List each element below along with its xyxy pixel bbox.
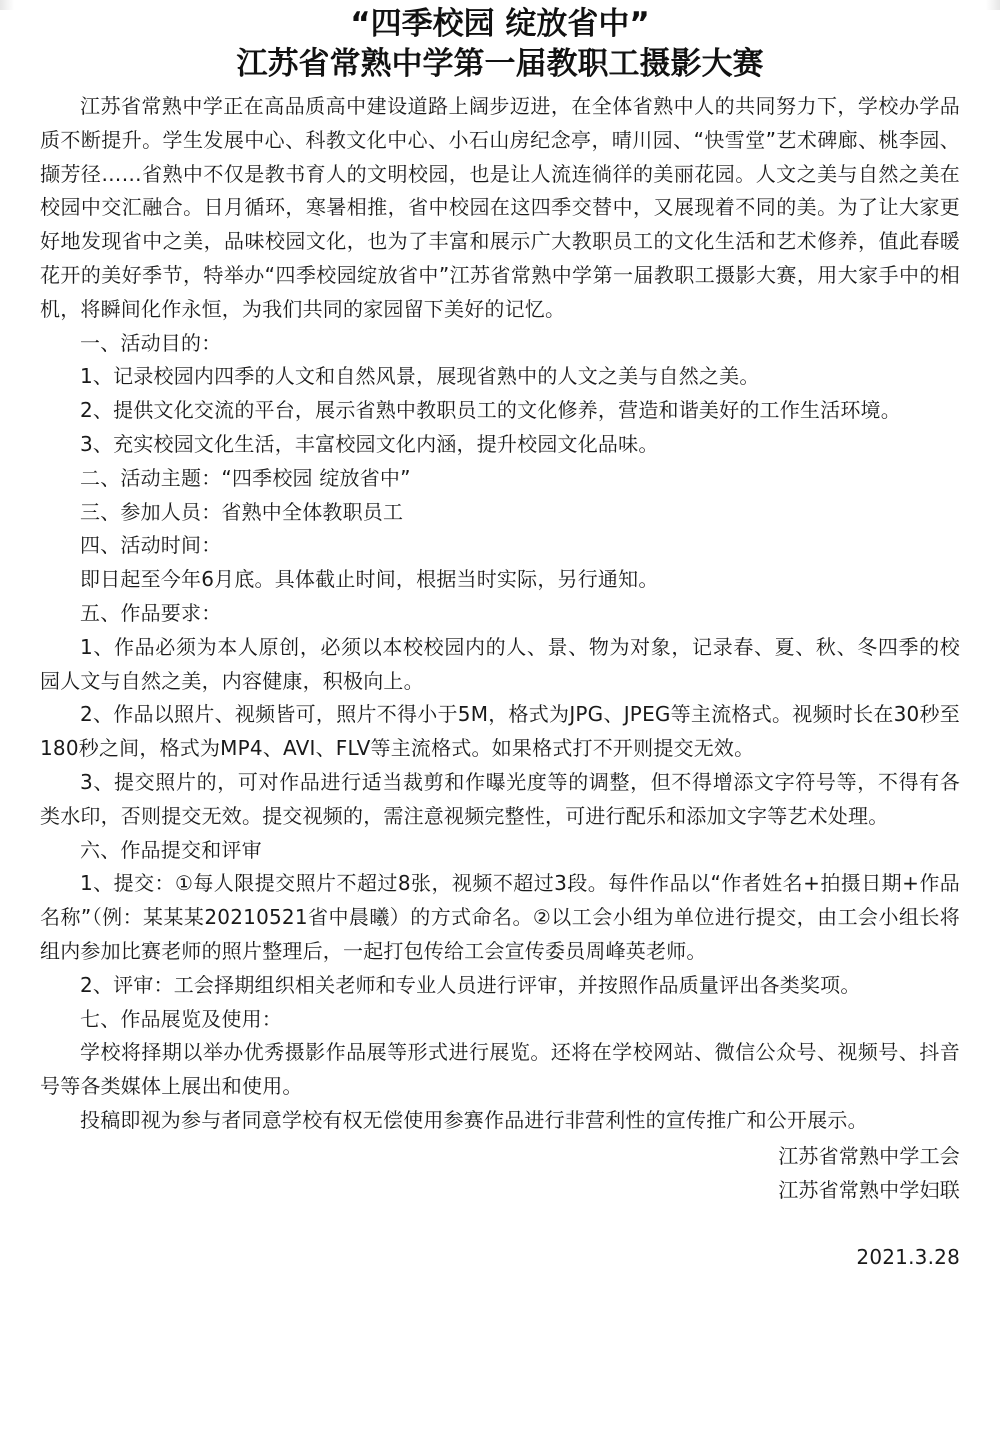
section-2-theme: 二、活动主题：“四季校园 绽放省中” <box>80 465 411 490</box>
section-6-item: 2、评审：工会择期组织相关老师和专业人员进行评审，并按照作品质量评出各类奖项。 <box>80 972 861 997</box>
signature-womens-federation: 江苏省常熟中学妇联 <box>778 1177 960 1202</box>
section-7-item: 投稿即视为参与者同意学校有权无偿使用参赛作品进行非营利性的宣传推广和公开展示。 <box>80 1107 868 1132</box>
title-line-2: 江苏省常熟中学第一届教职工摄影大赛 <box>236 46 764 82</box>
section-1-heading: 一、活动目的： <box>80 330 222 355</box>
section-6-item: 1、提交：①每人限提交照片不超过8张，视频不超过3段。每件作品以“作者姓名+拍摄日期+作品名称”（例：某某某20210521省中晨曦）的方式命名。②以工会小组为单位进行提交，由工会小组长将组内参加比赛老师的照片整理后，一起打包传给工会宣传委员周峰英老师。 <box>40 871 960 963</box>
section-5-item: 2、作品以照片、视频皆可，照片不得小于5M，格式为JPG、JPEG等主流格式。视频时长在30秒至180秒之间，格式为MP4、AVI、FLV等主流格式。如果格式打不开则提交无效。 <box>40 702 960 761</box>
section-5-heading: 五、作品要求： <box>80 600 222 625</box>
section-1-item: 1、记录校园内四季的人文和自然风景，展现省熟中的人文之美与自然之美。 <box>80 364 760 389</box>
intro-paragraph: 江苏省常熟中学正在高品质高中建设道路上阔步迈进，在全体省熟中人的共同努力下，学校办学品质不断提升。学生发展中心、科教文化中心、小石山房纪念亭，晴川园、“快雪堂”艺术碑廊、桃李园、撷芳径……省熟中不仅是教书育人的文明校园，也是让人流连徜徉的美丽花园。人文之美与自然之美在校园中交汇融合。日月循环，寒暑相推，省中校园在这四季交替中，又展现着不同的美。为了让大家更好地发现省中之美，品味校园文化，也为了丰富和展示广大教职员工的文化生活和艺术修养，值此春暖花开的美好季节，特举办“四季校园绽放省中”江苏省常熟中学第一届教职工摄影大赛，用大家手中的相机，将瞬间化作永恒，为我们共同的家园留下美好的记忆。 <box>40 94 960 321</box>
section-7-heading: 七、作品展览及使用： <box>80 1006 282 1031</box>
section-4-heading: 四、活动时间： <box>80 533 222 558</box>
signature-union: 江苏省常熟中学工会 <box>778 1143 960 1168</box>
section-6-heading: 六、作品提交和评审 <box>80 837 262 862</box>
section-1-item: 3、充实校园文化生活，丰富校园文化内涵，提升校园文化品味。 <box>80 431 659 456</box>
section-1-item: 2、提供文化交流的平台，展示省熟中教职员工的文化修养，营造和谐美好的工作生活环境。 <box>80 398 901 423</box>
issue-date: 2021.3.28 <box>856 1245 960 1270</box>
section-4-text: 即日起至今年6月底。具体截止时间，根据当时实际，另行通知。 <box>80 567 659 592</box>
page-edge-left <box>0 0 14 10</box>
title-line-1: “四季校园 绽放省中” <box>350 6 650 42</box>
page-edge-right <box>986 0 1000 10</box>
notice-body <box>40 90 960 1275</box>
section-7-item: 学校将择期以举办优秀摄影作品展等形式进行展览。还将在学校网站、微信公众号、视频号、抖音号等各类媒体上展出和使用。 <box>40 1040 960 1099</box>
section-5-item: 3、提交照片的，可对作品进行适当裁剪和作曝光度等的调整，但不得增添文字符号等，不得有各类水印，否则提交无效。提交视频的，需注意视频完整性，可进行配乐和添加文字等艺术处理。 <box>40 769 960 828</box>
section-5-item: 1、作品必须为本人原创，必须以本校校园内的人、景、物为对象，记录春、夏、秋、冬四季的校园人文与自然之美，内容健康，积极向上。 <box>40 634 960 693</box>
section-3-participants: 三、参加人员：省熟中全体教职员工 <box>80 499 404 524</box>
